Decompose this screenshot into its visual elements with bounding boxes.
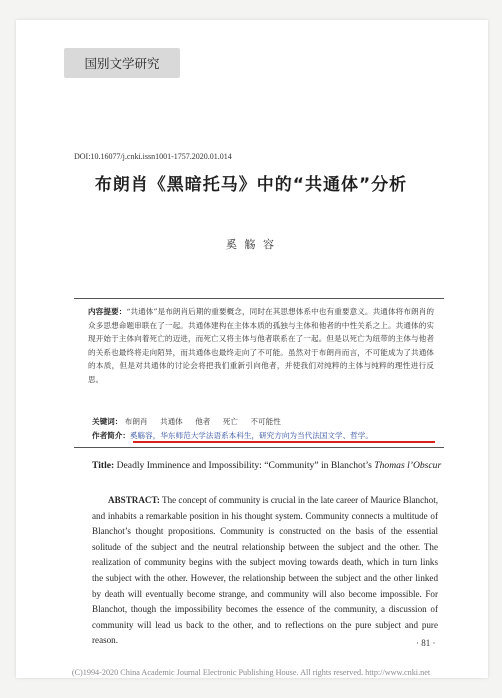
article-title: 布朗肖《黑暗托马》中的“共通体”分析 [94, 175, 408, 195]
author-bio-label: 作者简介： [92, 431, 130, 440]
abstract-top-rule [74, 298, 444, 299]
keywords [92, 415, 291, 428]
english-abstract [92, 493, 438, 649]
english-abstract-text: The concept of community is crucial in the late career of Maurice Blanchot, and inhabits a remarkable position in his thought system. Community connects a multitude of Blanchot’s thought propositions. Community is constructed on the basis of the essential solitude of the subject and the neutral relationship between the subject and the other. The realization of community begins with the subject moving towards death, which in turn links the subject with the other. However, the relationship between the subject and the other linked by death will eventually become strange, and community will also become impossible. For Blanchot, though the impossibility becomes the essence of the community, a discussion of community will lead us back to the other, and to reflections on the pure subject and pure reason. [92, 495, 439, 646]
doi: DOI:10.16077/j.cnki.issn1001-1757.2020.01.014 [74, 152, 232, 161]
keyword: 死亡 [222, 417, 238, 426]
abstract-label: 内容提要： [88, 307, 127, 316]
keyword: 他者 [195, 417, 211, 426]
english-title-italic: Thomas l’Obscur [374, 460, 442, 471]
author-name: 奚 觞 容 [226, 238, 276, 251]
english-title-label: Title: [92, 460, 115, 471]
english-title-text: Deadly Imminence and Impossibility: “Community” in Blanchot’s [116, 460, 375, 471]
author-bio-text: 奚觞容，华东师范大学法语系本科生，研究方向为当代法国文学、哲学。 [129, 431, 373, 440]
copyright-footer: (C)1994-2020 China Academic Journal Electronic Publishing House. All rights reserved. http://www.cnki.net [71, 668, 431, 677]
page-number: · 81 · [416, 638, 436, 648]
english-abstract-label: ABSTRACT: [108, 495, 160, 505]
keywords-label: 关键词： [92, 417, 123, 426]
keyword: 布朗肖 [124, 417, 148, 426]
english-title [92, 459, 442, 473]
chinese-abstract [88, 305, 434, 387]
keyword: 共通体 [160, 417, 183, 426]
keyword: 不可能性 [250, 417, 281, 426]
abstract-bottom-rule [74, 447, 444, 448]
column-tag: 国别文学研究 [64, 48, 180, 78]
highlight-underline [133, 441, 435, 443]
abstract-text: “共通体”是布朗肖后期的重要概念，同时在其思想体系中也有重要意义。共通体将布朗肖的众多思想命题串联在了一起。共通体建构在主体本质的孤独与主体和他者的中性关系之上。共通体的实现开始于主体向着死亡的迈进，而死亡又将主体与他者联系在了一起。但是以死亡为纽带的主体与他者的关系也最终将走向陌异，而共通体也最终走向了不可能。虽然对于布朗肖而言，不可能成为了共通体的本质，但是对共通体的讨论会将把我们重新引向他者，并使我们对纯粹的主体与纯粹的理性进行反思。 [88, 307, 435, 384]
